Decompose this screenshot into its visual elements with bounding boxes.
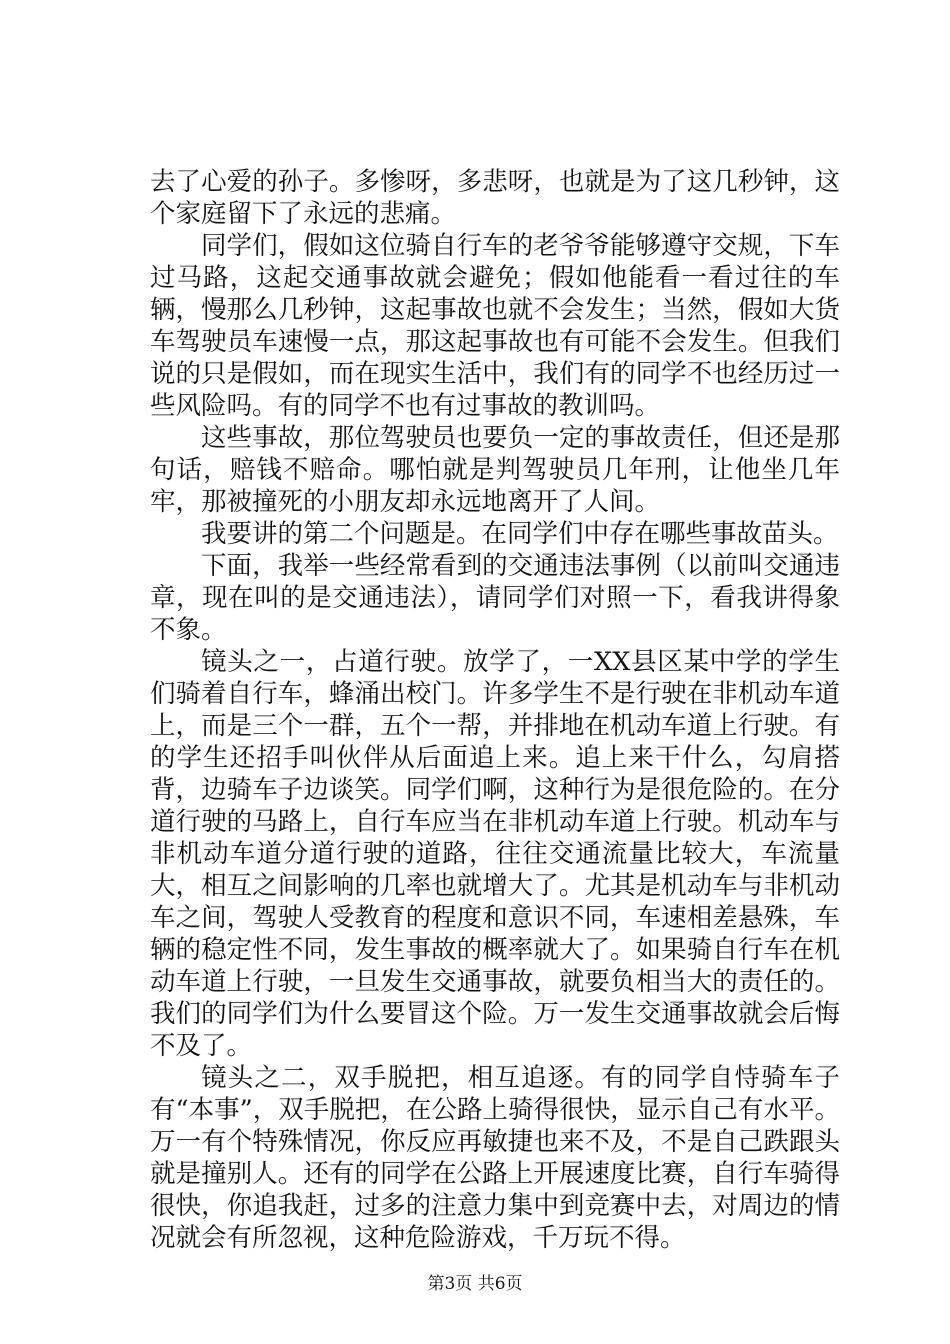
paragraph-6: 镜头之一，占道行驶。放学了，一XX县区某中学的学生们骑着自行车，蜂涌出校门。许多学生不是行驶在非机动车道上，而是三个一群，五个一帮，并排地在机动车道上行驶。有的学生还招手叫伙伴从后面追上来。追上来干什么，勾肩搭背，边骑车子边谈笑。同学们啊，这种行为是很危险的。在分道行驶的马路上，自行车应当在非机动车道上行驶。机动车与非机动车道分道行驶的道路，往往交通流量比较大，车流量大，相互之间影响的几率也就增大了。尤其是机动车与非机动车之间，驾驶人受教育的程度和意识不同，车速相差悬殊，车辆的稳定性不同，发生事故的概率就大了。如果骑自行车在机动车道上行驶，一旦发生交通事故，就要负相当大的责任的。我们的同学们为什么要冒这个险。万一发生交通事故就会后悔不及了。	[150, 647, 840, 1061]
document-body	[150, 166, 840, 1254]
paragraph-1: 去了心爱的孙子。多惨呀，多悲呀，也就是为了这几秒钟，这个家庭留下了永远的悲痛。	[150, 167, 840, 229]
paragraph-7: 镜头之二，双手脱把，相互追逐。有的同学自恃骑车子有“本事”，双手脱把，在公路上骑得很快，显示自己有水平。万一有个特殊情况，你反应再敏捷也来不及，不是自己跌跟头就是撞别人。还有的同学在公路上开展速度比赛，自行车骑得很快，你追我赶，过多的注意力集中到竞赛中去，对周边的情况就会有所忽视，这种危险游戏，千万玩不得。	[150, 1063, 840, 1253]
paragraph-2: 同学们，假如这位骑自行车的老爷爷能够遵守交规，下车过马路，这起交通事故就会避免；假如他能看一看过往的车辆，慢那么几秒钟，这起事故也就不会发生；当然，假如大货车驾驶员车速慢一点，那这起事故也有可能不会发生。但我们说的只是假如，而在现实生活中，我们有的同学不也经历过一些风险吗。有的同学不也有过事故的教训吗。	[150, 231, 840, 421]
page-footer: 第3页 共6页	[427, 1274, 523, 1294]
paragraph-5: 下面，我举一些经常看到的交通违法事例（以前叫交通违章，现在叫的是交通违法），请同学们对照一下，看我讲得象不象。	[150, 551, 840, 645]
paragraph-3: 这些事故，那位驾驶员也要负一定的事故责任，但还是那句话，赔钱不赔命。哪怕就是判驾驶员几年刑，让他坐几年牢，那被撞死的小朋友却永远地离开了人间。	[150, 423, 840, 517]
paragraph-4: 我要讲的第二个问题是。在同学们中存在哪些事故苗头。	[201, 519, 839, 549]
